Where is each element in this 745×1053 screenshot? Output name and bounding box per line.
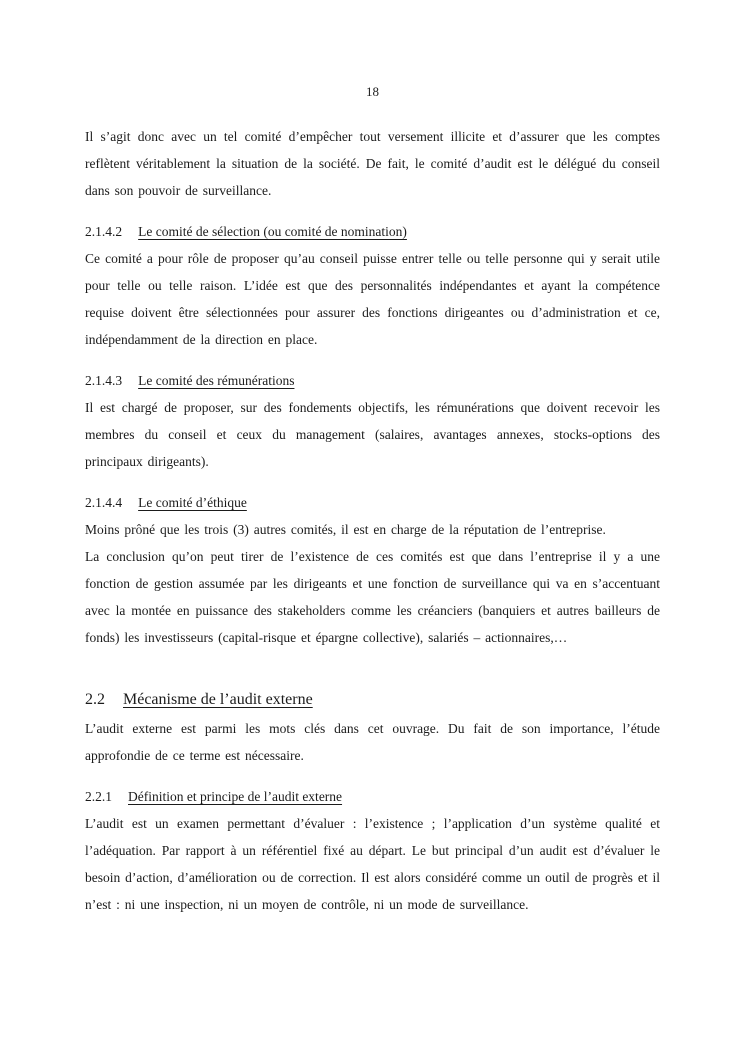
section-paragraph: Moins prôné que les trois (3) autres comités, il est en charge de la réputation de l’entreprise. [85,522,606,537]
section-heading-comite-selection [85,218,660,245]
section-title: Mécanisme de l’audit externe [123,691,313,708]
section-title: Le comité des rémunérations [138,373,295,388]
section-title: Le comité d’éthique [138,495,247,510]
section-title: Le comité de sélection (ou comité de nomination) [138,224,407,239]
section-heading-comite-remunerations [85,367,660,394]
section-paragraph: Ce comité a pour rôle de proposer qu’au conseil puisse entrer telle ou telle personne qui y serait utile pour telle ou telle raison. L’idée est que des personnalités indépendantes et ayant la compétence requise doivent être sélectionnées pour assurer des fonctions dirigeantes ou d’administration et ce, indépendamment de la direction en place. [85,251,660,347]
section-paragraph: La conclusion qu’on peut tirer de l’existence de ces comités est que dans l’entreprise il y a une fonction de gestion assumée par les dirigeants et une fonction de surveillance qui va en s’accentuant avec la montée en puissance des stakeholders comme les créanciers (banquiers et autres bailleurs de fonds) les investisseurs (capital-risque et épargne collective), salariés – actionnaires,… [85,549,660,645]
section-title: Définition et principe de l’audit externe [128,789,343,804]
section-heading-definition-audit-externe [85,783,660,810]
section-number: 2.1.4.2 [85,224,123,239]
section-paragraph: L’audit est un examen permettant d’évaluer : l’existence ; l’application d’un système qualité et l’adéquation. Par rapport à un référentiel fixé au départ. Le but principal d’un audit est d’évaluer le besoin d’action, d’amélioration ou de correction. Il est alors considéré comme un outil de progrès et il n’est : ni une inspection, ni un moyen de contrôle, ni un mode de surveillance. [85,816,660,912]
section-heading-comite-ethique [85,489,660,516]
page-number: 18 [366,84,379,99]
section-number: 2.1.4.4 [85,495,123,510]
paragraph-intro: Il s’agit donc avec un tel comité d’empêcher tout versement illicite et d’assurer que les comptes reflètent véritablement la situation de la société. De fait, le comité d’audit est le délégué du conseil dans son pouvoir de surveillance. [85,129,660,198]
section-number: 2.2.1 [85,789,112,804]
section-heading-mecanisme-audit-externe [85,685,660,715]
section-paragraph: L’audit externe est parmi les mots clés dans cet ouvrage. Du fait de son importance, l’étude approfondie de ce terme est nécessaire. [85,721,660,763]
section-paragraph: Il est chargé de proposer, sur des fondements objectifs, les rémunérations que doivent recevoir les membres du conseil et ceux du management (salaires, avantages annexes, stocks-options des principaux dirigeants). [85,400,660,469]
section-number: 2.1.4.3 [85,373,123,388]
section-number: 2.2 [85,691,105,708]
